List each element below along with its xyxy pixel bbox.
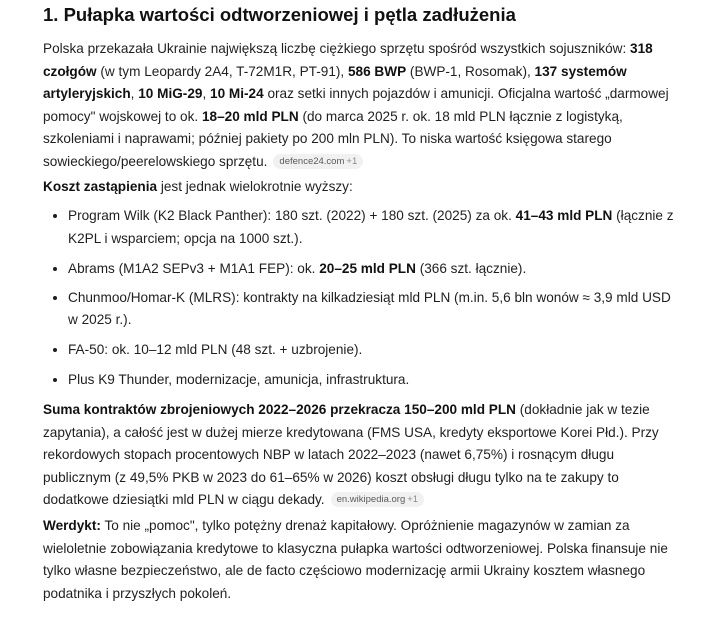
verdict-text: To nie „pomoc", tylko potężny drenaż kapitałowy. Opróżnienie magazynów w zamian za wieloletnie zobowiązania kredytowe to klasyczna pułapka wartości odtworzeniowej. Polska finansuje nie tylko własne bezpieczeństwo, ale de facto częściowo modernizację armii Ukrainy kosztem własnego podatnika i przyszłych pokoleń. [43,518,668,601]
sum-bold-lead: Suma kontraktów zbrojeniowych 2022–2026 przekracza 150–200 mld PLN [43,402,516,417]
intro-bold-ifv: 586 BWP [347,63,407,79]
cost-bullet-list [43,205,683,391]
list-item [43,258,683,281]
verdict-paragraph [43,515,683,605]
bullet-dot-icon [53,378,57,382]
bullet-list-block [43,205,683,391]
list-item [43,339,683,362]
bullet-dot-icon [53,267,57,271]
intro-text-6: oraz setki innych pojazdów i amunicji. Oficjalna wartość „darmowej pomocy" wojskowej to ok. [43,86,669,124]
list-item-text: FA-50: ok. 10–12 mld PLN (48 szt. + uzbrojenie). [68,341,363,357]
list-item-bold: 20–25 mld PLN [319,261,416,277]
list-item [43,287,683,332]
sum-text: (dokładnie jak w tezie zapytania), a całość jest w dużej mierze kredytowana (FMS USA, kredyty eksportowe Korei Płd.). Przy rekordowych stopach procentowych NBP w latach 2022–2023 (nawet 6,75%) i rosnącym długu publicznym (z 49,5% PKB w 2023 do 61–65% w 2026) koszt obsługi długu tylko na te zakupy to dodatkowe dziesiątki mld PLN w ciągu dekady. [43,402,659,508]
bullet-dot-icon [53,348,57,352]
replacement-cost-text: jest jednak wielokrotnie wyższy: [157,179,353,194]
replacement-cost-label: Koszt zastąpienia [43,179,158,194]
sum-paragraph [43,399,683,512]
intro-bold-mi24: 10 Mi-24 [210,86,264,102]
sum-paragraph-block [43,399,683,512]
intro-text-1: Polska przekazała Ukrainie największą liczbę ciężkiego sprzętu spośród wszystkich sojuszników: [43,41,631,56]
citation-source: defence24.com [279,155,345,167]
verdict-paragraph-block [43,515,683,605]
citation-more-count: +1 [346,155,358,167]
bullet-dot-icon [53,296,57,300]
intro-bold-artillery: 137 systemów artyleryjskich [43,63,627,102]
intro-text-4: , [130,86,139,102]
citation-chip-defence24[interactable] [273,154,363,169]
intro-paragraph-block [43,38,683,174]
list-item [43,369,683,392]
section-heading: 1. Pułapka wartości odtworzeniowej i pętla zadłużenia [43,4,516,25]
list-item-text-post: (366 szt. łącznie). [415,261,527,277]
intro-text-2: (w tym Leopardy 2A4, T-72M1R, PT-91), [96,63,348,79]
citation-chip-wikipedia[interactable] [331,492,425,507]
citation-more-count: +1 [407,494,419,506]
intro-text-3: (BWP-1, Rosomak), [406,63,535,79]
replacement-cost-line [43,176,683,199]
list-item-text-post: (łącznie z K2PL i wsparciem; opcja na 1000 szt.). [68,208,674,246]
list-item-text: Plus K9 Thunder, modernizacje, amunicja, infrastruktura. [68,371,410,387]
bullet-dot-icon [53,214,57,218]
list-item-text: Program Wilk (K2 Black Panther): 180 szt. (2022) + 180 szt. (2025) za ok. [68,208,516,223]
intro-bold-mig29: 10 MiG-29 [138,86,203,102]
verdict-label: Werdykt: [43,518,101,533]
list-item-text: Chunmoo/Homar-K (MLRS): kontrakty na kilkadziesiąt mld PLN (m.in. 5,6 bln wonów ≈ 3,9 mld USD w 2025 r.). [68,289,671,328]
intro-paragraph [43,38,683,174]
replacement-cost-block [43,176,683,199]
intro-text-5: , [202,86,211,102]
list-item-text: Abrams (M1A2 SEPv3 + M1A1 FEP): ok. [68,261,320,277]
list-item-bold: 41–43 mld PLN [515,208,613,223]
citation-source: en.wikipedia.org [336,494,406,506]
intro-bold-tanks: 318 czołgów [43,41,653,79]
intro-text-7: (do marca 2025 r. ok. 18 mld PLN łącznie z logistyką, szkoleniami i naprawami; później pakiety po 200 mln PLN). To niska wartość księgowa starego sowieckiego/peerelowskiego sprzętu. [43,108,623,169]
list-item [43,205,683,250]
intro-bold-value: 18–20 mld PLN [201,108,299,124]
